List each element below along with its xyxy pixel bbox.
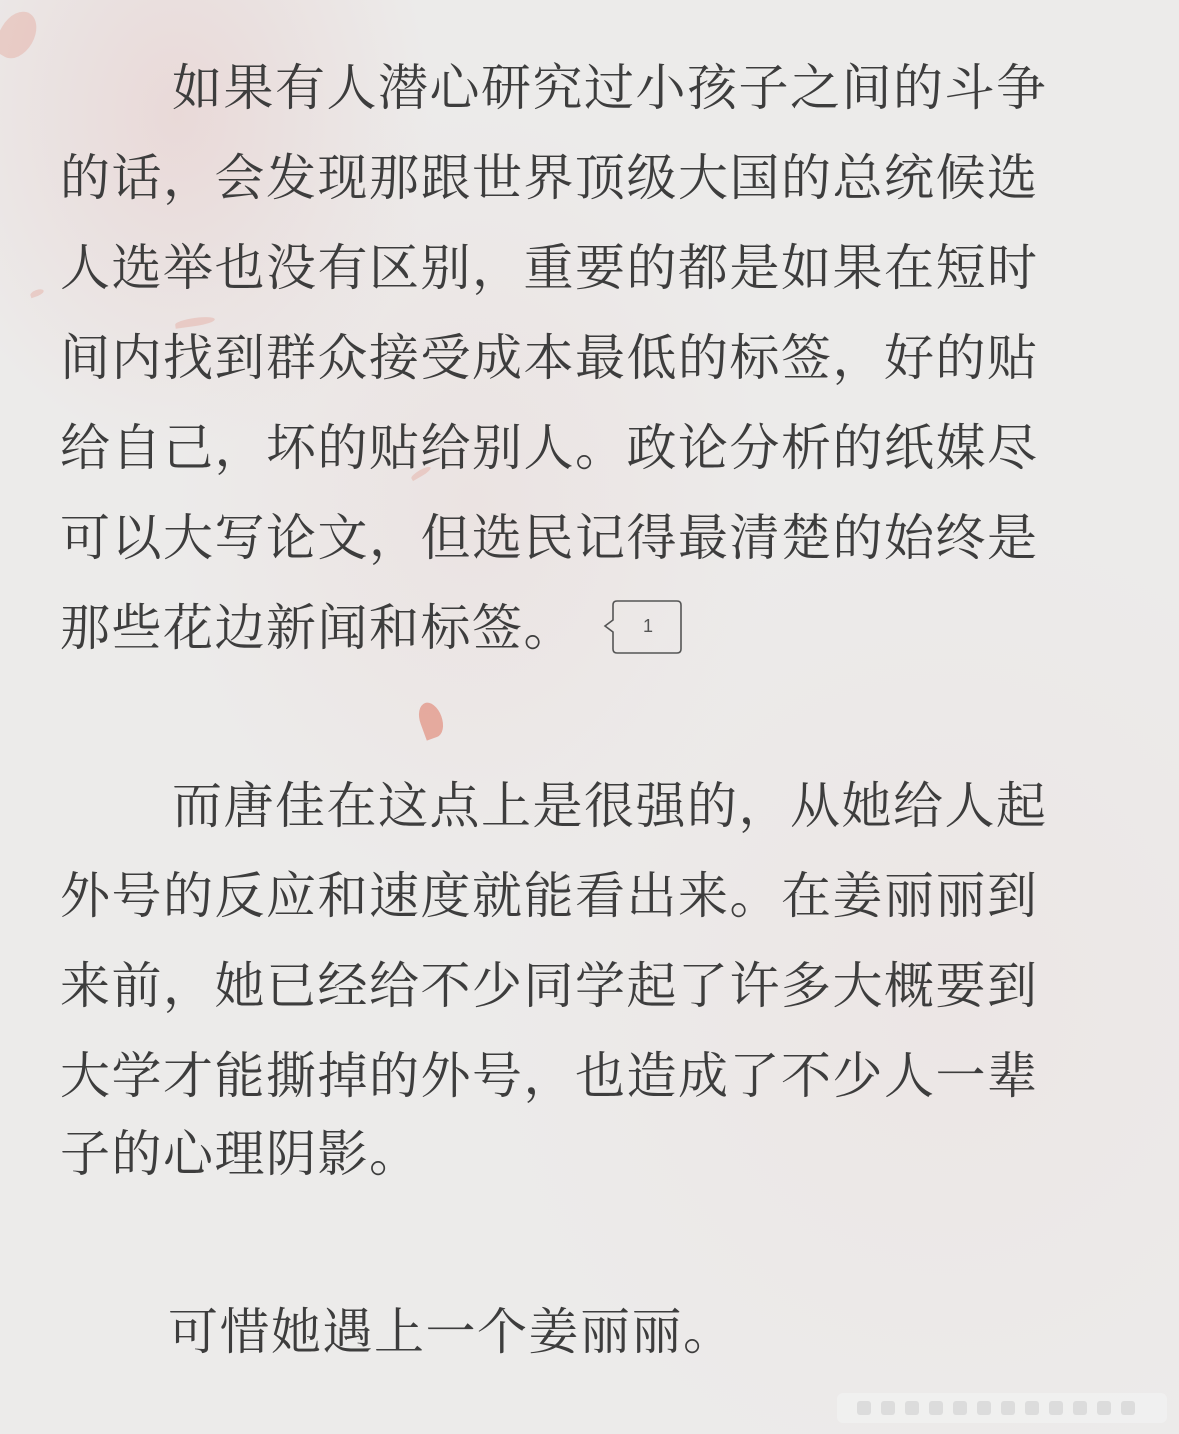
petal-decoration	[175, 315, 216, 328]
text-line: 来前，她已经给不少同学起了许多大概要到	[60, 957, 1039, 1015]
text-line: 大学才能撕掉的外号，也造成了不少人一辈	[60, 1047, 1039, 1105]
petal-decoration	[29, 288, 44, 298]
text-line: 人选举也没有区别，重要的都是如果在短时	[60, 239, 1039, 297]
text-line: 给自己，坏的贴给别人。政论分析的纸媒尽	[60, 419, 1039, 477]
comment-count-badge[interactable]	[603, 599, 681, 653]
petal-decoration	[0, 5, 44, 65]
text-line: 那些花边新闻和标签。	[60, 599, 575, 657]
text-line: 如果有人潜心研究过小孩子之间的斗争	[172, 59, 1048, 117]
watermark	[837, 1391, 1167, 1425]
petal-decoration	[415, 699, 448, 740]
text-line: 间内找到群众接受成本最低的标签，好的贴	[60, 329, 1039, 387]
text-line: 子的心理阴影。	[60, 1125, 421, 1183]
comment-count: 1	[642, 615, 653, 636]
text-line: 可以大写论文，但选民记得最清楚的始终是	[60, 509, 1039, 567]
text-line: 而唐佳在这点上是很强的，从她给人起	[172, 777, 1048, 835]
text-line: 可惜她遇上一个姜丽丽。	[168, 1303, 735, 1361]
text-line: 的话，会发现那跟世界顶级大国的总统候选	[60, 149, 1039, 207]
text-line: 外号的反应和速度就能看出来。在姜丽丽到	[60, 867, 1039, 925]
